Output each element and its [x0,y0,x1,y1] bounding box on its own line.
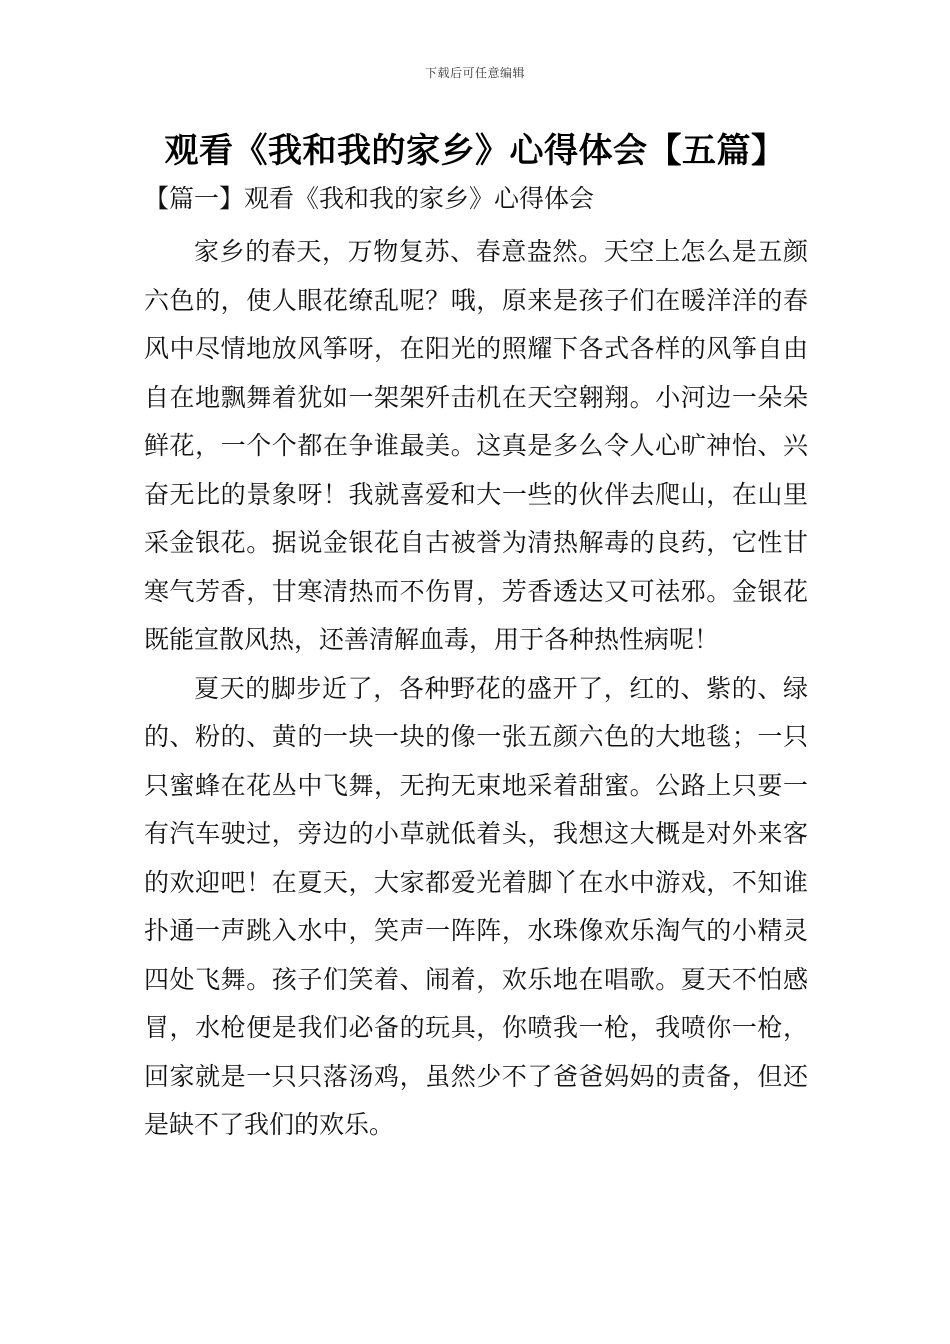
section-heading: 【篇一】观看《我和我的家乡》心得体会 [144,184,595,213]
document-title: 观看《我和我的家乡》心得体会【五篇】 [164,131,786,171]
paragraph-spring: 家乡的春天，万物复苏、春意盎然。天空上怎么是五颜六色的，使人眼花缭乱呢？哦，原来是孩子们在暖洋洋的春风中尽情地放风筝呀，在阳光的照耀下各式各样的风筝自由自在地飘舞着犹如一架架歼击机在天空翱翔。小河边一朵朵鲜花，一个个都在争谁最美。这真是多么令人心旷神怡、兴奋无比的景象呀！我就喜爱和大一些的伙伴去爬山，在山里采金银花。据说金银花自古被誉为清热解毒的良药，它性甘寒气芳香，甘寒清热而不伤胃，芳香透达又可祛邪。金银花既能宣散风热，还善清解血毒，用于各种热性病呢！ [144,237,808,654]
paragraph-summer: 夏天的脚步近了，各种野花的盛开了，红的、紫的、绿的、粉的、黄的一块一块的像一张五颜六色的大地毯；一只只蜜蜂在花丛中飞舞，无拘无束地采着甜蜜。公路上只要一有汽车驶过，旁边的小草就低着头，我想这大概是对外来客的欢迎吧！在夏天，大家都爱光着脚丫在水中游戏，不知谁扑通一声跳入水中，笑声一阵阵，水珠像欢乐淘气的小精灵四处飞舞。孩子们笑着、闹着，欢乐地在唱歌。夏天不怕感冒，水枪便是我们必备的玩具，你喷我一枪，我喷你一枪，回家就是一只只落汤鸡，虽然少不了爸爸妈妈的责备，但还是缺不了我们的欢乐。 [144,673,808,1139]
document-body [144,228,808,1150]
page-header-note: 下载后可任意编辑 [424,66,525,80]
